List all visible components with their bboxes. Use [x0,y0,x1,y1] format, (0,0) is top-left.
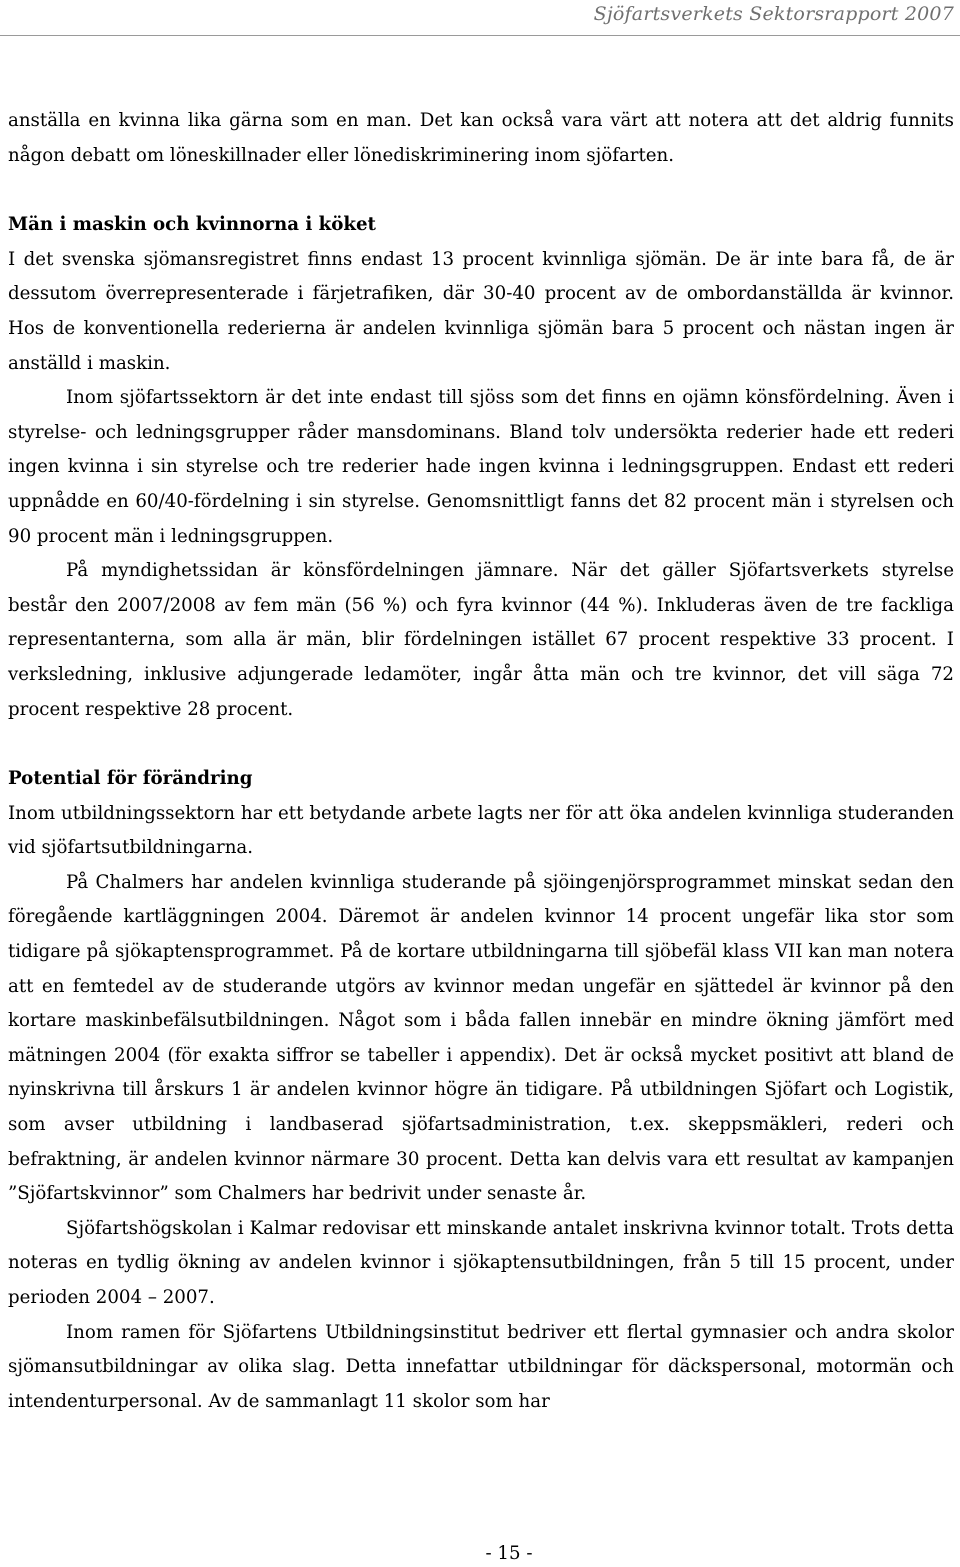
section2-paragraph-4: Inom ramen för Sjöfartens Utbildningsinstitut bedriver ett flertal gymnasier och andra skolor sjömansutbildningar av olika slag. Detta innefattar utbildningar för däckspersonal, motormän och intendenturpersonal. Av de sammanlagt 11 skolor som har [8,1321,954,1412]
paragraph-gap [8,727,954,762]
section2-paragraph-2: På Chalmers har andelen kvinnliga studerande på sjöingenjörsprogrammet minskat sedan den föregående kartläggningen 2004. Däremot är andelen kvinnor 14 procent ungefär lika stor som tidigare på sjökaptensprogrammet. På de kortare utbildningarna till sjöbefäl klass VII kan man notera att en femtedel av de studerande utgörs av kvinnor medan ungefär en sjättedel är kvinnor på den kortare maskinbefälsutbildningen. Något som i båda fallen innebär en mindre ökning jämfört med mätningen 2004 (för exakta siffror se tabeller i appendix). Det är också mycket positivt att bland de nyinskrivna till årskurs 1 är andelen kvinnor högre än tidigare. På utbildningen Sjöfart och Logistik, som avser utbildning i landbaserad sjöfartsadministration, t.ex. skeppsmäkleri, rederi och befraktning, är andelen kvinnor närmare 30 procent. Detta kan delvis vara ett resultat av kampanjen ”Sjöfartskvinnor” som Chalmers har bedrivit under senaste år. [8,871,954,1205]
intro-paragraph: anställa en kvinna lika gärna som en man. Det kan också vara värt att notera att det aldrig funnits någon debatt om löneskillnader eller lönediskriminering inom sjöfarten. [8,110,954,166]
section1-paragraph-1: I det svenska sjömansregistret finns endast 13 procent kvinnliga sjömän. De är inte bara få, de är dessutom överrepresenterade i färjetrafiken, där 30-40 procent av de ombordanställda är kvinnor. Hos de konventionella rederierna är andelen kvinnliga sjömän bara 5 procent och nästan ingen är anställd i maskin. [8,248,954,374]
section2-paragraph-3: Sjöfartshögskolan i Kalmar redovisar ett minskande antalet inskrivna kvinnor totalt. Trots detta noteras en tydlig ökning av andelen kvinnor i sjökaptensutbildningen, från 5 till 15 procent, under perioden 2004 – 2007. [8,1217,954,1308]
page-number: - 15 - [485,1543,533,1564]
paragraph-gap [8,173,954,208]
page-body [8,104,954,1419]
section-heading-potential: Potential för förändring [8,768,253,790]
section1-paragraph-2: Inom sjöfartssektorn är det inte endast till sjöss som det finns en ojämn könsfördelning. Även i styrelse- och ledningsgrupper råder mansdominans. Bland tolv undersökta rederier hade ett rederi ingen kvinna i sin styrelse och tre rederier hade ingen kvinna i ledningsgruppen. Endast ett rederi uppnådde en 60/40-fördelning i sin styrelse. Genomsnittligt fanns det 82 procent män i styrelsen och 90 procent män i ledningsgruppen. [8,387,954,547]
running-header-title: Sjöfartsverkets Sektorsrapport 2007 [593,3,954,25]
section2-paragraph-1: Inom utbildningssektorn har ett betydande arbete lagts ner för att öka andelen kvinnliga studeranden vid sjöfartsutbildningarna. [8,802,954,859]
section-heading-men-in-engine: Män i maskin och kvinnorna i köket [8,214,376,236]
header-divider [0,35,960,36]
section1-paragraph-3: På myndighetssidan är könsfördelningen jämnare. När det gäller Sjöfartsverkets styrelse består den 2007/2008 av fem män (56 %) och fyra kvinnor (44 %). Inkluderas även de tre fackliga representanterna, som alla är män, blir fördelningen istället 67 procent respektive 33 procent. I verksledning, inklusive adjungerade ledamöter, ingår åtta män och tre kvinnor, det vill säga 72 procent respektive 28 procent. [8,560,954,720]
